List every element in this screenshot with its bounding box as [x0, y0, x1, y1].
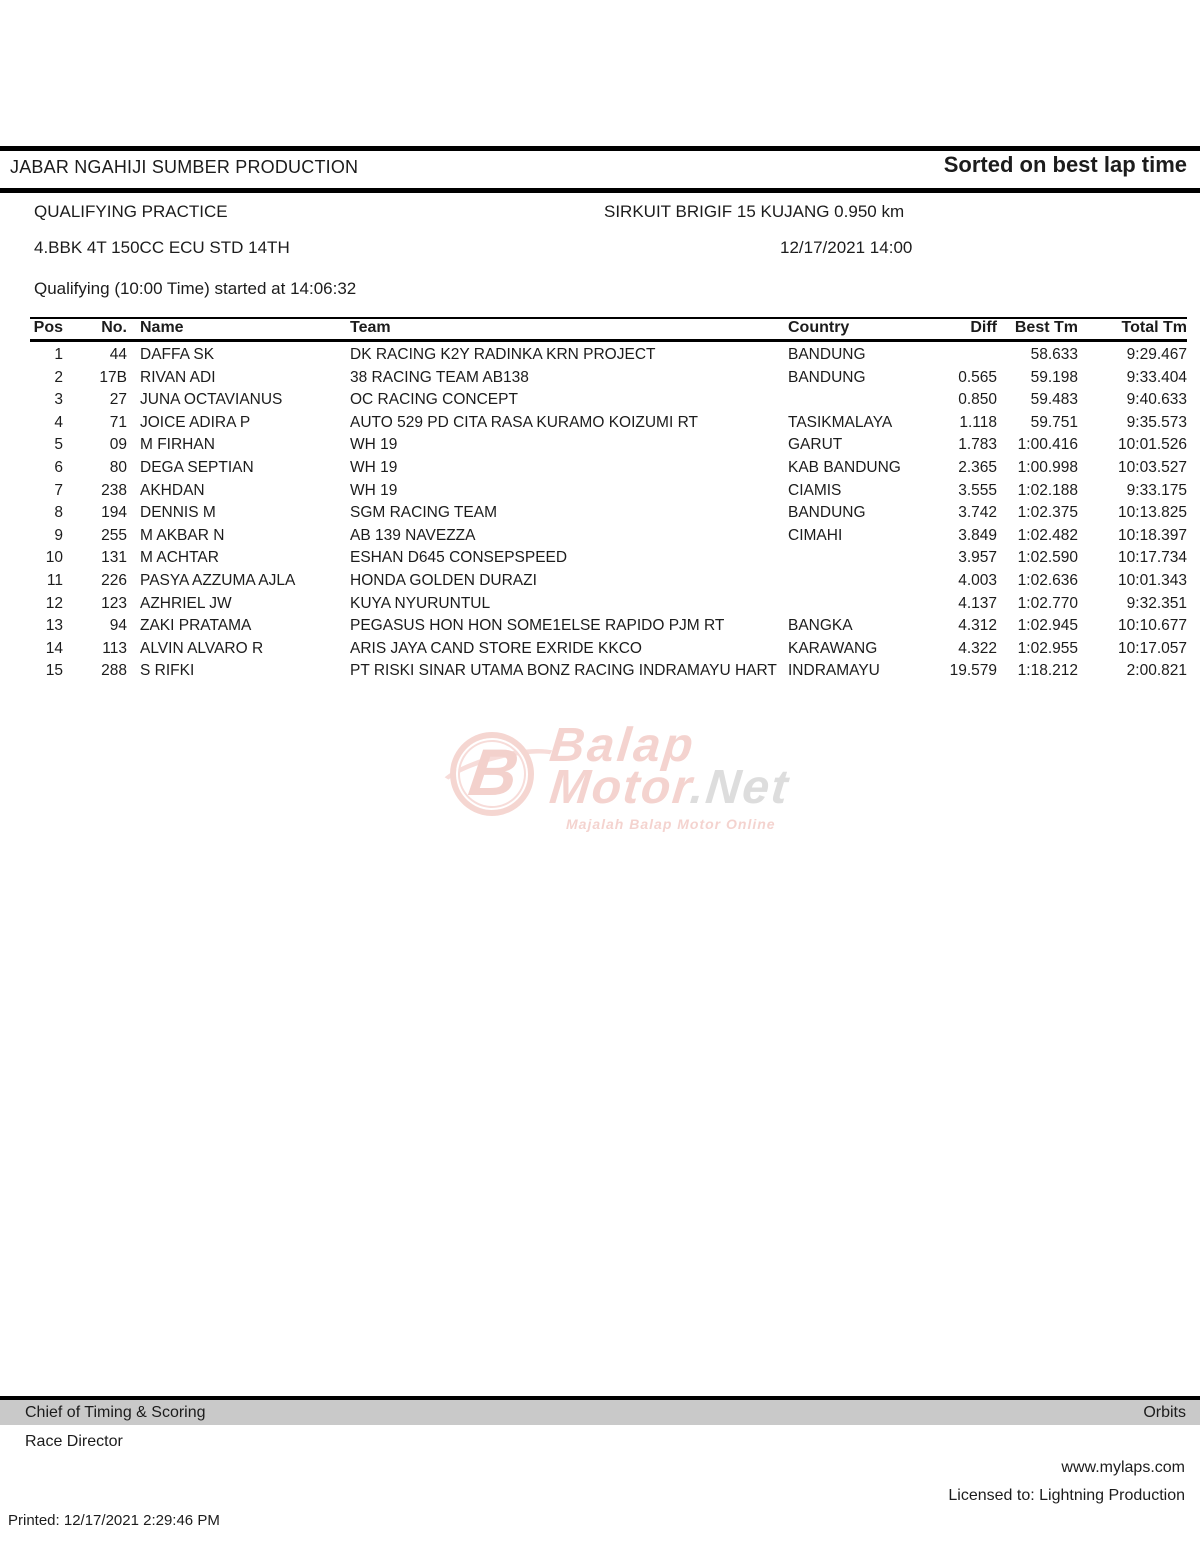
cell-country: CIAMIS — [788, 481, 842, 499]
cell-no: 123 — [101, 594, 127, 612]
cell-best-tm: 1:02.590 — [1017, 549, 1078, 567]
cell-no: 226 — [101, 571, 127, 589]
race-director-label: Race Director — [25, 1433, 123, 1450]
table-row — [30, 660, 1187, 683]
table-row — [30, 389, 1187, 412]
balapmotor-watermark-logo — [448, 719, 793, 835]
cell-diff: 4.003 — [958, 571, 997, 589]
cell-name: JOICE ADIRA P — [140, 413, 251, 431]
cell-diff: 3.957 — [958, 549, 997, 567]
cell-diff: 1.783 — [958, 436, 997, 454]
watermark-motor-line — [547, 760, 792, 815]
table-row — [30, 547, 1187, 570]
watermark-swoosh — [433, 739, 569, 809]
cell-team: PEGASUS HON HON SOME1ELSE RAPIDO PJM RT — [350, 617, 725, 635]
cell-no: 94 — [109, 617, 127, 635]
cell-country: INDRAMAYU — [788, 662, 880, 680]
watermark-circle-icon — [445, 727, 540, 822]
cell-country: KARAWANG — [788, 639, 878, 657]
cell-total-tm: 9:33.404 — [1126, 368, 1187, 386]
cell-total-tm: 10:01.526 — [1118, 436, 1187, 454]
cell-country: CIMAHI — [788, 526, 843, 544]
cell-team: HONDA GOLDEN DURAZI — [350, 571, 537, 589]
cell-country — [778, 570, 935, 593]
class-name: 4.BBK 4T 150CC ECU STD 14TH — [34, 238, 290, 257]
cell-pos: 15 — [45, 662, 63, 680]
cell-team: OC RACING CONCEPT — [350, 391, 518, 409]
cell-diff — [935, 344, 997, 367]
cell-name: AKHDAN — [140, 481, 205, 499]
cell-best-tm: 1:02.945 — [1017, 617, 1078, 635]
cell-total-tm: 9:35.573 — [1126, 413, 1187, 431]
cell-best-tm: 1:02.482 — [1017, 526, 1078, 544]
cell-total-tm: 10:03.527 — [1118, 458, 1187, 476]
sort-order-label: Sorted on best lap time — [943, 152, 1187, 177]
printed-timestamp: Printed: 12/17/2021 2:29:46 PM — [8, 1512, 220, 1529]
cell-total-tm: 10:01.343 — [1118, 571, 1187, 589]
cell-team: AUTO 529 PD CITA RASA KURAMO KOIZUMI RT — [350, 413, 698, 431]
cell-best-tm: 1:18.212 — [1017, 662, 1078, 680]
cell-pos: 8 — [54, 504, 63, 522]
table-row — [30, 367, 1187, 390]
cell-pos: 6 — [54, 458, 63, 476]
col-header-best-tm: Best Tm — [1014, 319, 1078, 336]
cell-best-tm: 1:00.416 — [1017, 436, 1078, 454]
cell-best-tm: 59.483 — [1030, 391, 1078, 409]
cell-no: 09 — [109, 436, 127, 454]
cell-total-tm: 10:13.825 — [1118, 504, 1187, 522]
top-rule — [0, 146, 1200, 151]
cell-total-tm: 10:17.734 — [1118, 549, 1187, 567]
cell-best-tm: 59.751 — [1030, 413, 1078, 431]
cell-name: RIVAN ADI — [140, 368, 216, 386]
cell-best-tm: 1:02.375 — [1017, 504, 1078, 522]
cell-pos: 9 — [54, 526, 63, 544]
watermark-b-letter: B — [464, 735, 523, 809]
cell-pos: 12 — [45, 594, 63, 612]
cell-team: PT RISKI SINAR UTAMA BONZ RACING INDRAMAYU HART — [350, 662, 777, 680]
cell-best-tm: 59.198 — [1030, 368, 1078, 386]
mylaps-website-label: www.mylaps.com — [1061, 1459, 1185, 1476]
cell-team: KUYA NYURUNTUL — [350, 594, 491, 612]
footer-signature-bar — [0, 1400, 1200, 1425]
session-start-info: Qualifying (10:00 Time) started at 14:06:32 — [34, 279, 357, 298]
cell-total-tm: 9:33.175 — [1126, 481, 1187, 499]
cell-no: 131 — [101, 549, 127, 567]
cell-country: BANDUNG — [788, 504, 866, 522]
table-row — [30, 434, 1187, 457]
cell-pos: 13 — [45, 617, 63, 635]
session-datetime: 12/17/2021 14:00 — [780, 238, 913, 257]
cell-best-tm: 58.633 — [1030, 346, 1078, 363]
col-header-pos: Pos — [33, 319, 63, 336]
cell-no: 27 — [109, 391, 127, 409]
cell-name: JUNA OCTAVIANUS — [140, 391, 283, 409]
cell-total-tm: 9:29.467 — [1126, 346, 1187, 363]
cell-pos: 5 — [54, 436, 63, 454]
table-row — [30, 457, 1187, 480]
table-row — [30, 344, 1187, 367]
table-row — [30, 570, 1187, 593]
table-row — [30, 593, 1187, 616]
table-row — [30, 525, 1187, 548]
col-header-no: No. — [101, 319, 127, 336]
cell-name: M ACHTAR — [140, 549, 219, 567]
table-row — [30, 638, 1187, 661]
cell-country — [778, 389, 935, 412]
orbits-label: Orbits — [1143, 1404, 1186, 1421]
col-header-total-tm: Total Tm — [1121, 319, 1187, 336]
cell-name: S RIFKI — [140, 662, 195, 680]
cell-total-tm: 10:17.057 — [1118, 639, 1187, 657]
cell-team: ESHAN D645 CONSEPSPEED — [350, 549, 568, 567]
circuit-info: SIRKUIT BRIGIF 15 KUJANG 0.950 km — [604, 202, 905, 221]
license-label: Licensed to: Lightning Production — [948, 1487, 1185, 1504]
cell-team: AB 139 NAVEZZA — [350, 526, 476, 544]
cell-total-tm: 10:18.397 — [1118, 526, 1187, 544]
cell-best-tm: 1:02.636 — [1017, 571, 1078, 589]
table-row — [30, 412, 1187, 435]
cell-country: GARUT — [788, 436, 843, 454]
cell-no: 288 — [101, 662, 127, 680]
cell-name: ZAKI PRATAMA — [140, 617, 252, 635]
cell-diff: 3.742 — [958, 504, 997, 522]
cell-country: BANDUNG — [788, 346, 866, 363]
cell-pos: 11 — [46, 571, 63, 589]
col-header-diff: Diff — [970, 319, 997, 336]
cell-no: 113 — [102, 639, 127, 657]
results-rows — [30, 344, 1187, 683]
cell-country — [778, 593, 935, 616]
cell-name: DAFFA SK — [140, 346, 215, 363]
cell-name: M FIRHAN — [140, 436, 215, 454]
cell-diff: 0.850 — [958, 391, 997, 409]
cell-no: 17B — [99, 368, 127, 386]
cell-diff: 3.555 — [958, 481, 997, 499]
cell-team: 38 RACING TEAM AB138 — [350, 368, 529, 386]
cell-diff: 0.565 — [958, 368, 997, 386]
table-row — [30, 480, 1187, 503]
cell-pos: 14 — [45, 639, 63, 657]
cell-name: ALVIN ALVARO R — [140, 639, 264, 657]
cell-country: KAB BANDUNG — [788, 458, 901, 476]
cell-name: AZHRIEL JW — [140, 594, 232, 612]
cell-team: DK RACING K2Y RADINKA KRN PROJECT — [350, 346, 656, 363]
cell-pos: 4 — [54, 413, 63, 431]
table-row — [30, 502, 1187, 525]
cell-pos: 1 — [54, 346, 63, 363]
cell-diff: 4.312 — [958, 617, 997, 635]
cell-pos: 10 — [45, 549, 63, 567]
watermark-net-text: .Net — [687, 761, 793, 814]
col-header-name: Name — [140, 319, 184, 336]
col-header-team: Team — [350, 319, 391, 336]
cell-team: SGM RACING TEAM — [350, 504, 497, 522]
header-rule — [0, 188, 1200, 193]
cell-no: 80 — [109, 458, 127, 476]
cell-best-tm: 1:02.770 — [1017, 594, 1078, 612]
cell-diff: 19.579 — [949, 662, 997, 680]
cell-country — [778, 547, 935, 570]
cell-no: 71 — [109, 413, 127, 431]
watermark-motor-text: Motor — [547, 761, 694, 814]
cell-team: WH 19 — [350, 436, 398, 454]
cell-total-tm: 9:40.633 — [1126, 391, 1187, 409]
cell-team: ARIS JAYA CAND STORE EXRIDE KKCO — [350, 639, 642, 657]
cell-diff: 1.118 — [959, 413, 997, 431]
cell-diff: 4.137 — [958, 594, 997, 612]
results-table-header — [30, 319, 1187, 337]
cell-country: BANDUNG — [788, 368, 866, 386]
cell-country: BANGKA — [788, 617, 853, 635]
cell-pos: 3 — [54, 391, 63, 409]
cell-diff: 2.365 — [958, 458, 997, 476]
cell-no: 194 — [101, 504, 127, 522]
cell-total-tm: 9:32.351 — [1126, 594, 1187, 612]
cell-best-tm: 1:02.955 — [1017, 639, 1078, 657]
cell-country: TASIKMALAYA — [788, 413, 893, 431]
cell-diff: 4.322 — [958, 639, 997, 657]
cell-name: M AKBAR N — [140, 526, 225, 544]
cell-name: DENNIS M — [140, 504, 216, 522]
event-title: JABAR NGAHIJI SUMBER PRODUCTION — [10, 157, 359, 177]
watermark-tagline: Majalah Balap Motor Online — [566, 816, 776, 832]
col-header-country: Country — [788, 319, 850, 336]
cell-total-tm: 10:10.677 — [1118, 617, 1187, 635]
session-title: QUALIFYING PRACTICE — [34, 202, 228, 221]
cell-name: PASYA AZZUMA AJLA — [140, 571, 296, 589]
cell-no: 44 — [109, 346, 127, 363]
cell-total-tm: 2:00.821 — [1126, 662, 1187, 680]
cell-team: WH 19 — [350, 481, 398, 499]
table-row — [30, 615, 1187, 638]
cell-no: 238 — [101, 481, 127, 499]
cell-pos: 2 — [54, 368, 63, 386]
cell-best-tm: 1:00.998 — [1017, 458, 1078, 476]
table-header-bottom-rule — [30, 339, 1187, 342]
cell-team: WH 19 — [350, 458, 398, 476]
cell-no: 255 — [101, 526, 127, 544]
cell-name: DEGA SEPTIAN — [140, 458, 254, 476]
watermark-balap-text: Balap — [547, 719, 699, 772]
cell-diff: 3.849 — [958, 526, 997, 544]
cell-best-tm: 1:02.188 — [1017, 481, 1078, 499]
cell-pos: 7 — [54, 481, 63, 499]
chief-of-timing-label: Chief of Timing & Scoring — [25, 1404, 206, 1421]
